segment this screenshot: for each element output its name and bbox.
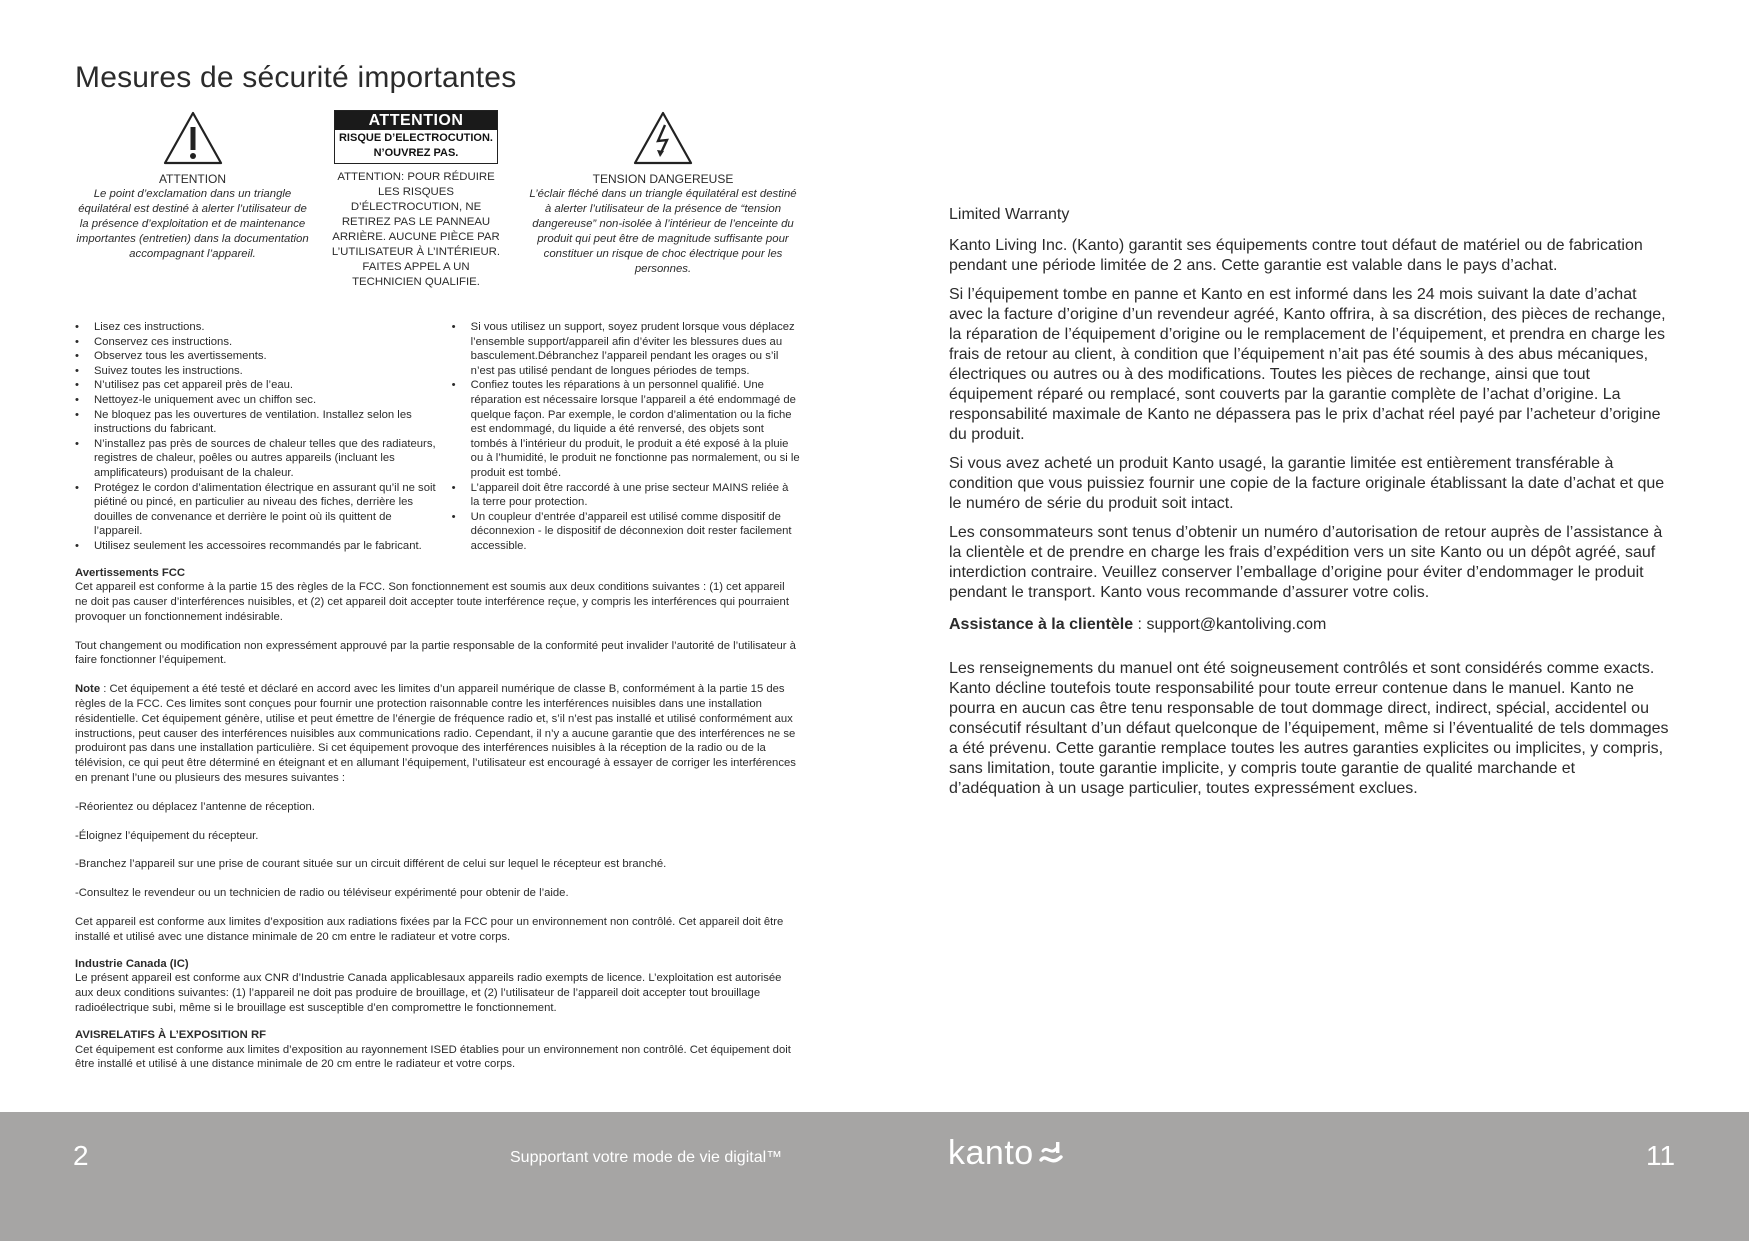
- list-item: • Lisez ces instructions.: [94, 320, 438, 335]
- lightning-text: L’éclair fléché dans un triangle équilatéral est destiné à alerter l’utilisateur de la présence de “tension dangereuse” non-isolée à l’intérieur de l’enceinte du produit qui peut être de magnitude suffisante pour constituer un risque de choc électrique pour les personnes.: [529, 188, 797, 275]
- fcc-paragraph-2: Tout changement ou modification non expressément approuvé par la partie responsable de la conformité peut invalider l’autorité de l’utilisateur à faire fonctionner l’équipement.: [75, 639, 796, 667]
- attention-label-line1: RISQUE D’ELECTROCUTION.: [338, 132, 493, 144]
- exclamation-triangle-icon: [75, 110, 310, 168]
- exclamation-text: Le point d’exclamation dans un triangle équilatéral est destiné à alerter l’utilisateur de la présence d’exploitation et de maintenance importantes (entretien) dans la documentation accompagnant l’appareil.: [76, 188, 309, 260]
- list-item: • Protégez le cordon d’alimentation électrique en assurant qu’il ne soit piétiné ou pincé, en particulier au niveau des fiches, derrière les douilles de convenance et derrière le point où ils quittent de l’appareil.: [94, 481, 438, 539]
- list-item: • Si vous utilisez un support, soyez prudent lorsque vous déplacez l’ensemble support/appareil afin d’éviter les blessures dues au basculement.Débranchez l’appareil pendant les orages ou s’il n’est pas utilisé pendant de longues périodes de temps.: [471, 320, 800, 378]
- fcc-measure-4: -Consultez le revendeur ou un technicien de radio ou téléviseur expérimenté pour obtenir de l’aide.: [75, 887, 569, 900]
- fcc-note-label: Note: [75, 683, 101, 696]
- warranty-paragraph-3: Si vous avez acheté un produit Kanto usagé, la garantie limitée est entièrement transférable à condition que vous puissiez fournir une copie de la facture originale établissant la date d’achat et que le numéro de série du produit soit intact.: [949, 455, 1665, 512]
- fcc-paragraph-1: Cet appareil est conforme à la partie 15 des règles de la FCC. Son fonctionnement est soumis aux deux conditions suivantes : (1) cet appareil ne doit pas causer d’interférences nuisibles, et (2) cet appareil doit accepter toute interférence reçue, y compris les interférences qui pourraient provoquer un fonctionnement indésirable.: [75, 581, 789, 623]
- safety-instructions: [75, 320, 800, 554]
- fcc-paragraph-3: Cet appareil est conforme aux limites d’exposition aux radiations fixées par la FCC pour un environnement non contrôlé. Cet appareil doit être installé et utilisé avec une distance minimale de 20 cm entre le radiateur et votre corps.: [75, 916, 784, 943]
- ic-text: Le présent appareil est conforme aux CNR d’Industrie Canada applicablesaux appareils radio exempts de licence. L’exploitation est autorisée aux deux conditions suivantes: (1) l’appareil ne doit pas produire de brouillage, et (2) l’utilisateur de l’appareil doit accepter tout brouillage radioélectrique subi, même si le brouillage est susceptible d’en compromettre le fonctionnement.: [75, 972, 782, 1015]
- rf-text: Cet équipement est conforme aux limites d’exposition au rayonnement ISED établies pour un environnement non contrôlé. Cet équipement doit être installé et utilisé à une distance minimale de 20 cm entre le radiateur et votre corps.: [75, 1043, 791, 1071]
- list-item: • Conservez ces instructions.: [94, 335, 438, 350]
- lightning-heading: TENSION DANGEREUSE: [592, 172, 734, 186]
- fcc-heading: Avertissements FCC: [75, 566, 186, 579]
- instructions-list-right: [452, 320, 800, 554]
- list-item: • N’installez pas près de sources de chaleur telles que des radiateurs, registres de chaleur, poêles ou autres appareils (incluant les amplificateurs) produisant de la chaleur.: [94, 437, 438, 481]
- logo-mark-icon: [1038, 1140, 1064, 1168]
- customer-support: [949, 615, 1669, 635]
- list-item: • Suivez toutes les instructions.: [94, 364, 438, 379]
- list-item: • N’utilisez pas cet appareil près de l’eau.: [94, 378, 438, 393]
- logo-wordmark: kanto: [948, 1134, 1034, 1172]
- warranty-paragraph-2: Si l’équipement tombe en panne et Kanto en est informé dans les 24 mois suivant la date d’achat avec la facture d’origine d’un revendeur agréé, Kanto offrira, à sa discrétion, des pièces de rechange, la réparation de l’équipement d’origine ou le remplacement de l’équipement, et prendra en charge les frais de retour au client, à condition que l’équipement n’ait pas été soumis à des abus mécaniques, électriques ou autres ou à des modifications. Toutes les pièces de rechange, ainsi que tout équipement réparé ou remplacé, sont couverts par la garantie complète de l’achat d’origine. La responsabilité maximale de Kanto ne dépassera pas le prix d’achat réel payé par l’acheteur d’origine du produit.: [949, 286, 1666, 443]
- list-item: • Observez tous les avertissements.: [94, 349, 438, 364]
- attention-label-line2: N’OUVREZ PAS.: [373, 147, 459, 159]
- lightning-warning: [527, 110, 799, 277]
- footer-bar: [0, 1112, 1749, 1241]
- page-title: Mesures de sécurité importantes: [75, 61, 517, 94]
- ic-heading: Industrie Canada (IC): [75, 957, 189, 970]
- fcc-measure-1: -Réorientez ou déplacez l’antenne de réception.: [75, 800, 315, 813]
- left-page: [75, 60, 800, 1072]
- instructions-list-left: [75, 320, 438, 554]
- list-item: • Ne bloquez pas les ouvertures de ventilation. Installez selon les instructions du fabricant.: [94, 408, 438, 437]
- list-item: • Nettoyez-le uniquement avec un chiffon sec.: [94, 393, 438, 408]
- fcc-note-text: : Cet équipement a été testé et déclaré en accord avec les limites d’un appareil numérique de classe B, conformément à la partie 15 des règles de la FCC. Ces limites sont conçues pour fournir une protection raisonnable contre les interférences nuisibles dans une installation résidentielle. Cet équipement génère, utilise et peut émettre de l’énergie de fréquence radio et, s’il n’est pas installé et utilisé conformément aux instructions, peut causer des interférences nuisibles aux communications radio. Cependant, il n’y a aucune garantie que des interférences ne se produiront pas dans une installation particulière. Si cet équipement provoque des interférences nuisibles à la réception de la radio ou de la télévision, ce qui peut être déterminé en éteignant et en allumant l’équipement, l’utilisateur est encouragé à essayer de corriger les interférences en prenant l’une ou plusieurs des mesures suivantes :: [75, 683, 796, 785]
- list-item: • Un coupleur d’entrée d’appareil est utilisé comme dispositif de déconnexion - le dispositif de déconnexion doit rester facilement accessible.: [471, 510, 800, 554]
- kanto-logo: [948, 1134, 1064, 1173]
- attention-label: [334, 110, 498, 164]
- support-label: Assistance à la clientèle: [949, 616, 1134, 633]
- support-email: : support@kantoliving.com: [1133, 616, 1327, 633]
- list-item: • Confiez toutes les réparations à un personnel qualifié. Une réparation est nécessaire lorsque l’appareil a été endommagé de quelque façon. Par exemple, le cordon d’alimentation ou la fiche est endommagé, du liquide a été renversé, des objets sont tombés à l’intérieur du produit, le produit a été exposé à la pluie ou à l’humidité, le produit ne fonctionne pas normalement, ou si le produit est tombé.: [471, 378, 800, 480]
- rf-heading: AVISRELATIFS À L’EXPOSITION RF: [75, 1028, 267, 1041]
- warranty-heading: Limited Warranty: [949, 206, 1070, 223]
- list-item: • L’appareil doit être raccordé à une prise secteur MAINS reliée à la terre pour protection.: [471, 481, 800, 510]
- fcc-measure-3: -Branchez l’appareil sur une prise de courant située sur un circuit différent de celui sur lequel le récepteur est branché.: [75, 858, 667, 871]
- fcc-note: [75, 682, 800, 786]
- exclamation-warning: [75, 110, 310, 262]
- page-number-right: 11: [1646, 1140, 1676, 1171]
- lightning-triangle-icon: [527, 110, 799, 168]
- warranty-paragraph-1: Kanto Living Inc. (Kanto) garantit ses équipements contre tout défaut de matériel ou de fabrication pendant une période limitée de 2 ans. Cette garantie est valable dans le pays d’achat.: [949, 237, 1643, 274]
- attention-warning: [327, 110, 505, 290]
- list-item: • Utilisez seulement les accessoires recommandés par le fabricant.: [94, 539, 438, 554]
- fcc-measure-2: -Éloignez l’équipement du récepteur.: [75, 829, 259, 842]
- footer-tagline: Supportant votre mode de vie digital™: [510, 1149, 783, 1166]
- page-number-left: 2: [73, 1140, 89, 1171]
- right-page: [949, 205, 1669, 808]
- exclamation-heading: ATTENTION: [158, 172, 227, 186]
- disclaimer-paragraph: Les renseignements du manuel ont été soigneusement contrôlés et sont considérés comme exacts. Kanto décline toutefois toute responsabilité pour toute erreur contenue dans le manuel. Kanto ne pourra en aucun cas être tenu responsable de tout dommage direct, indirect, spécial, accidentel ou consécutif résultant d’un défaut quelconque de l’équipement, même si l’éventualité de tels dommages a été prévenu. Cette garantie remplace toutes les autres garanties explicites ou implicites, y compris, sans limitation, toute garantie implicite, y compris toute garantie de qualité marchande et d’adéquation à un usage particulier, toutes expressément exclues.: [949, 660, 1669, 797]
- warranty-paragraph-4: Les consommateurs sont tenus d’obtenir un numéro d’autorisation de retour auprès de l’assistance à la clientèle et de prendre en charge les frais d’expédition vers un site Kanto ou un dépôt agréé, sauf interdiction contraire. Veuillez conserver l’emballage d’origine pour éviter d’endommager le produit pendant le transport. Kanto vous recommande d’assurer votre colis.: [949, 524, 1663, 601]
- attention-text: ATTENTION: POUR RÉDUIRE LES RISQUES D’ÉLECTROCUTION, NE RETIREZ PAS LE PANNEAU ARRIÈRE. AUCUNE PIÈCE PAR L’UTILISATEUR À L’INTÉRIEUR. FAITES APPEL A UN TECHNICIEN QUALIFIE.: [331, 171, 501, 288]
- attention-label-top: ATTENTION: [335, 111, 497, 130]
- warning-symbols: [75, 110, 800, 318]
